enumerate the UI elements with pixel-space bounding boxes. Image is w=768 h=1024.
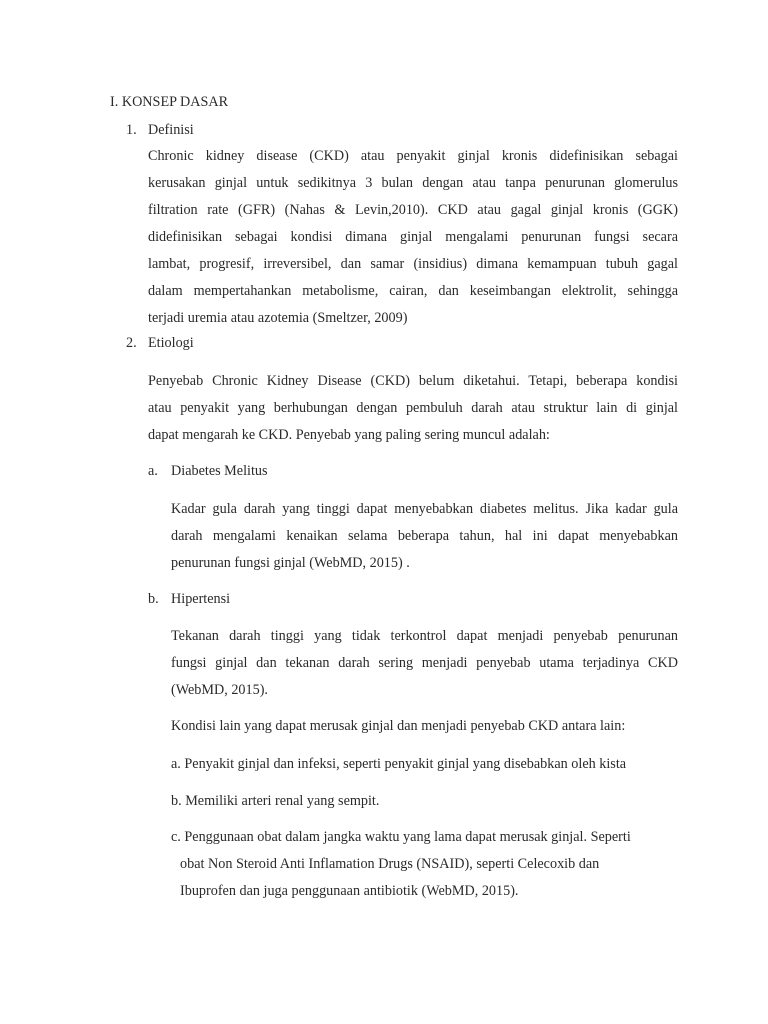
subsection-b-title: Hipertensi bbox=[171, 591, 231, 607]
paragraph-line: darah mengalami kenaikan selama beberapa tahun, hal ini dapat menyebabkan bbox=[171, 528, 678, 544]
other-cause-c-continued: obat Non Steroid Anti Inflamation Drugs (NSAID), seperti Celecoxib dan bbox=[180, 856, 600, 872]
section-1-title: Definisi bbox=[148, 122, 194, 138]
paragraph-line: dapat mengarah ke CKD. Penyebab yang paling sering muncul adalah: bbox=[148, 427, 550, 443]
paragraph-line: Penyebab Chronic Kidney Disease (CKD) belum diketahui. Tetapi, beberapa kondisi bbox=[148, 373, 678, 389]
paragraph-line: atau penyakit yang berhubungan dengan pembuluh darah atau struktur lain di ginjal bbox=[148, 400, 678, 416]
paragraph-line: Tekanan darah tinggi yang tidak terkontrol dapat menjadi penyebab penurunan bbox=[171, 628, 678, 644]
paragraph-line: Chronic kidney disease (CKD) atau penyakit ginjal kronis didefinisikan sebagai bbox=[148, 148, 678, 164]
other-cause-b: b. Memiliki arteri renal yang sempit. bbox=[171, 793, 380, 809]
subsection-b-label: b. bbox=[148, 591, 159, 607]
paragraph-line: dalam mempertahankan metabolisme, cairan, dan keseimbangan elektrolit, sehingga bbox=[148, 283, 678, 299]
paragraph-line: lambat, progresif, irreversibel, dan samar (insidius) dimana kemampuan tubuh gagal bbox=[148, 256, 678, 272]
section-2-title: Etiologi bbox=[148, 335, 194, 351]
paragraph-line: penurunan fungsi ginjal (WebMD, 2015) . bbox=[171, 555, 410, 571]
other-cause-c: c. Penggunaan obat dalam jangka waktu yang lama dapat merusak ginjal. Seperti bbox=[171, 829, 631, 845]
paragraph-line: didefinisikan sebagai kondisi dimana ginjal mengalami penurunan fungsi secara bbox=[148, 229, 678, 245]
paragraph-line: Kadar gula darah yang tinggi dapat menyebabkan diabetes melitus. Jika kadar gula bbox=[171, 501, 678, 517]
other-cause-a: a. Penyakit ginjal dan infeksi, seperti penyakit ginjal yang disebabkan oleh kista bbox=[171, 756, 627, 772]
subsection-a-label: a. bbox=[148, 463, 158, 479]
subsection-a-title: Diabetes Melitus bbox=[171, 463, 268, 479]
other-causes-intro: Kondisi lain yang dapat merusak ginjal dan menjadi penyebab CKD antara lain: bbox=[171, 718, 626, 734]
paragraph-line: kerusakan ginjal untuk sedikitnya 3 bulan dengan atau tanpa penurunan glomerulus bbox=[148, 175, 678, 191]
paragraph-line: (WebMD, 2015). bbox=[171, 682, 268, 698]
paragraph-line: fungsi ginjal dan tekanan darah sering menjadi penyebab utama terjadinya CKD bbox=[171, 655, 678, 671]
section-1-number: 1. bbox=[126, 122, 137, 138]
paragraph-line: filtration rate (GFR) (Nahas & Levin,2010). CKD atau gagal ginjal kronis (GGK) bbox=[148, 202, 678, 218]
other-cause-c-continued: Ibuprofen dan juga penggunaan antibiotik (WebMD, 2015). bbox=[180, 883, 519, 899]
paragraph-line: terjadi uremia atau azotemia (Smeltzer, 2009) bbox=[148, 310, 408, 326]
section-2-number: 2. bbox=[126, 335, 137, 351]
section-heading: I. KONSEP DASAR bbox=[110, 94, 229, 110]
